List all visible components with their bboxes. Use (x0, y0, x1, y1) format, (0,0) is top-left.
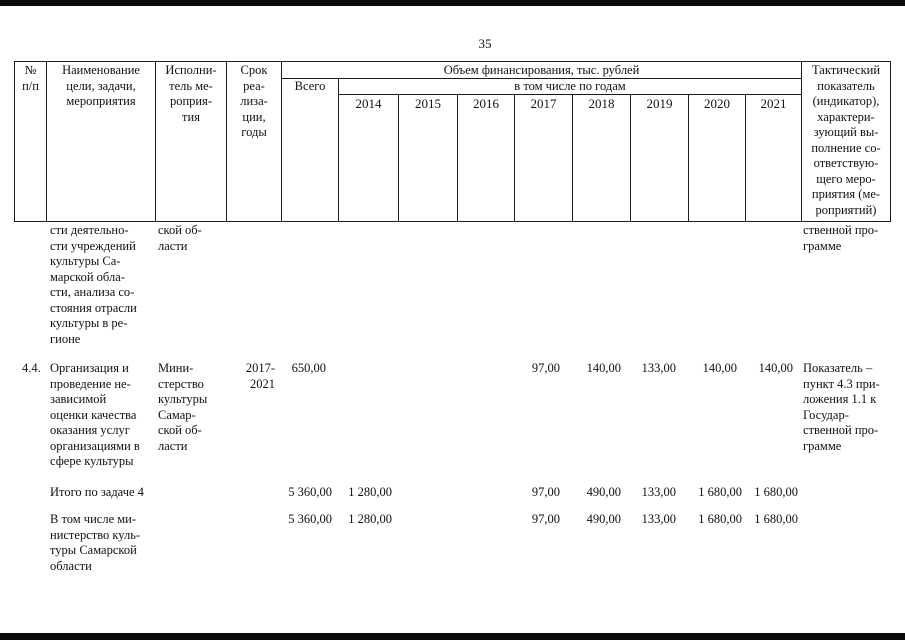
year-2019: 2019 (646, 96, 673, 111)
header-num: № п/п (22, 63, 39, 93)
year-2014: 2014 (355, 96, 382, 111)
row44-2019: 133,00 (641, 361, 676, 375)
year-2021: 2021 (760, 96, 787, 111)
header-name: Наименование цели, задачи, мероприятия (62, 63, 140, 108)
cont-executor: ской об- ласти (158, 223, 202, 253)
row44-2020: 140,00 (702, 361, 737, 375)
row44-indicator: Показатель – пункт 4.3 при- ложения 1.1 к Государ- ственной про- грамме (803, 361, 880, 453)
vtom-2014: 1 280,00 (348, 512, 392, 526)
year-2020: 2020 (704, 96, 730, 111)
itogo-2018: 490,00 (586, 485, 621, 499)
page-number: 35 (478, 36, 492, 51)
year-2015: 2015 (415, 96, 441, 111)
itogo-2017: 97,00 (531, 485, 560, 499)
itogo-2021: 1 680,00 (754, 485, 798, 499)
row44-2017: 97,00 (531, 361, 560, 375)
year-2017: 2017 (530, 96, 557, 111)
bottom-border (0, 633, 905, 640)
header-executor: Исполни- тель ме- роприя- тия (165, 63, 217, 124)
cont-indicator: ственной про- грамме (803, 223, 879, 253)
header-term: Срок реа- лиза- ции, годы (240, 63, 268, 139)
header-by-years: в том числе по годам (514, 79, 626, 93)
year-2016: 2016 (473, 96, 499, 111)
itogo-2020: 1 680,00 (698, 485, 742, 499)
cont-name: сти деятельно- сти учреждений культуры Са- марской обла- сти, анализа со- стояния отрасли культуры в ре- гионе (50, 223, 137, 346)
vtom-2019: 133,00 (641, 512, 676, 526)
row44-2021: 140,00 (758, 361, 793, 375)
row44-name: Организация и проведение не- зависимой оценки качества оказания услуг организациями в сфере культуры (50, 361, 140, 468)
header-total: Всего (294, 79, 326, 93)
vtom-2021: 1 680,00 (754, 512, 798, 526)
row44-2018: 140,00 (586, 361, 621, 375)
itogo-2019: 133,00 (641, 485, 676, 499)
year-2018: 2018 (588, 96, 615, 111)
header-funding: Объем финансирования, тыс. рублей (443, 63, 640, 77)
vtom-total: 5 360,00 (288, 512, 332, 526)
row44-term: 2017- 2021 (245, 361, 275, 391)
vtom-2017: 97,00 (531, 512, 560, 526)
row44-total: 650,00 (291, 361, 326, 375)
vtom-2018: 490,00 (586, 512, 621, 526)
header-indicator: Тактический показатель (индикатор), характери- зующий вы- полнение со- ответствую- щего меро- приятия (ме- роприятий) (811, 63, 881, 217)
top-border (0, 0, 905, 6)
vtom-2020: 1 680,00 (698, 512, 742, 526)
row44-num: 4.4. (22, 361, 41, 375)
vtom-label: В том числе ми- нистерство куль- туры Самарской области (50, 512, 141, 573)
itogo-total: 5 360,00 (288, 485, 332, 499)
itogo-2014: 1 280,00 (348, 485, 392, 499)
row44-executor: Мини- стерство культуры Самар- ской об- ласти (158, 361, 208, 453)
itogo-label: Итого по задаче 4 (50, 485, 144, 499)
